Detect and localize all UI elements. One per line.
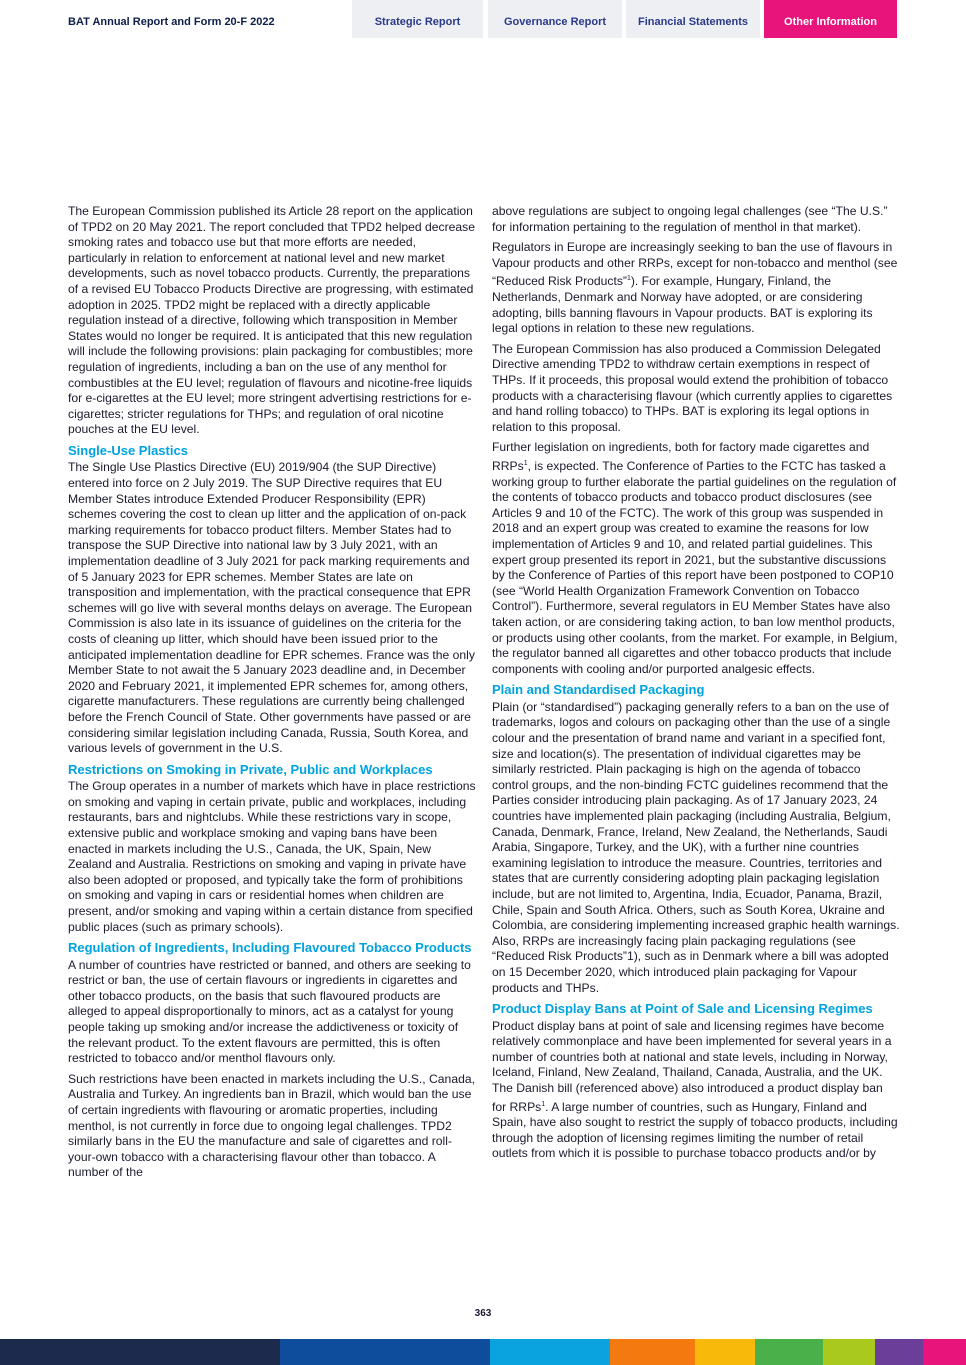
text-segment: ). For example, Hungary, Finland, the Netherlands, Denmark and Norway have adopted, or are considering adopting, bills banning flavours in Vapour products. BAT is exploring its legal options in relation to these new regulations. (492, 274, 873, 336)
report-title: BAT Annual Report and Form 20-F 2022 (68, 16, 275, 28)
paragraph-further-legislation (492, 440, 900, 677)
paragraph-sup-directive: The Single Use Plastics Directive (EU) 2019/904 (the SUP Directive) entered into force on 2 July 2019. The SUP Directive requires that EU Member States introduce Extended Producer Responsibility (EPR) schemes covering the cost to clean up litter and the application of on-pack marking requirements for tobacco product filters. Member States had to transpose the SUP Directive into national law by 3 July 2021, with an implementation deadline of 3 July 2021 for pack marking requirements and of 5 January 2023 for EPR schemes. Member States are late on transposition and implementation, with the practical consequence that EPR schemes will go live with several months delays on average. The European Commission is also late in its issuance of guidelines on the criteria for the costs of cleaning up litter, which should have been issued prior to the anticipated implementation deadline for EPR schemes. France was the only Member State to not await the 5 January 2023 deadline and, in December 2020 and February 2021, it implemented EPR schemes for, among others, cigarette manufacturers. These regulations are currently being challenged before the French Council of State. Other governments have passed or are considering similar legislation including Canada, Russia, South Korea, and various levels of government in the U.S. (68, 460, 475, 756)
color-segment (695, 1339, 755, 1365)
footer-color-bar (0, 1339, 966, 1365)
right-column (492, 204, 900, 1167)
tab-other-information[interactable]: Other Information (764, 0, 897, 38)
paragraph-plain-packaging: Plain (or “standardised”) packaging generally refers to a ban on the use of trademarks, logos and colours on packaging other than the use of a single colour and the presentation of brand name and variant in a specified font, size and location(s). The presentation of individual cigarettes may be similarly restricted. Plain packaging is high on the agenda of tobacco control groups, and the non-binding FCTC guidelines recommend that the Parties consider introducing plain packaging. As of 17 January 2023, 24 countries have implemented plain packaging (including Australia, Belgium, Canada, Denmark, France, Ireland, New Zealand, the Netherlands, Saudi Arabia, Singapore, Turkey, and the UK), with a further nine countries examining legislation to introduce the measure. Countries, territories and states that are currently considering adopting plain packaging legislation include, but are not limited to, Argentina, India, Ecuador, Panama, Brazil, Chile, Spain and South Africa. Others, such as South Korea, Ukraine and Colombia, are considering implementing increased graphic health warnings. Also, RRPs are increasingly facing plain packaging regulations (see “Reduced Risk Products”1), such as in Denmark where a bill was adopted on 15 December 2020, which introduced plain packaging for Vapour products and THPs. (492, 699, 900, 995)
heading-ingredients-regulation: Regulation of Ingredients, Including Flavoured Tobacco Products (68, 940, 472, 956)
footnote-marker: 1 (523, 459, 528, 467)
text-segment: Product display bans at point of sale and licensing regimes have become relatively commonplace and have been implemented for several years in a number of countries both at national and state levels, including in Norway, Iceland, Finland, New Zealand, Thailand, Canada, Australia, and the UK. The Danish bill (referenced above) also introduced a product display ban for RRPs (492, 1018, 892, 1114)
color-segment (0, 1339, 280, 1365)
tab-strategic-report[interactable]: Strategic Report (352, 0, 483, 38)
paragraph-tpd2-report: The European Commission published its Article 28 report on the application of TPD2 on 20 May 2021. The report concluded that TPD2 helped decrease smoking rates and tobacco use but that more efforts are needed, particularly in relation to enforcement at national level and new market developments, such as novel tobacco products. Currently, the preparations of a revised EU Tobacco Products Directive are progressing, with estimated adoption in 2025. TPD2 might be replaced with a directly applicable regulation instead of a directive, following which transposition in Member States would no longer be required. It is anticipated that this new regulation will include the following provisions: plain packaging for combustibles; more regulation of ingredients, including a ban on the use of any menthol for combustibles at the EU level; regulation of flavours and nicotine-free liquids for e-cigarettes at the EU level; more stringent advertising restrictions for e-cigarettes; stricter regulations for THPs; and regulation of oral nicotine pouches at the EU level. (68, 204, 475, 437)
tab-governance-report[interactable]: Governance Report (488, 0, 622, 38)
color-segment (610, 1339, 695, 1365)
paragraph-smoking-restrictions: The Group operates in a number of markets which have in place restrictions on smoking and vaping in certain private, public and workplaces, including restaurants, bars and nightclubs. While these restrictions vary in scope, extensive public and workplace smoking and vaping bans have been enacted in markets including the U.S., Canada, the UK, Spain, New Zealand and Australia. Restrictions on smoking and vaping in private have also been adopted or proposed, and typically take the form of prohibitions on smoking and vaping in cars or residential homes when children are present, and/or smoking and vaping within a certain distance from specified public places (such as primary schools). (68, 779, 476, 934)
color-segment (755, 1339, 823, 1365)
report-header (0, 0, 966, 38)
color-segment (923, 1339, 966, 1365)
heading-plain-packaging: Plain and Standardised Packaging (492, 682, 705, 698)
text-segment: Further legislation on ingredients, both for factory made cigarettes and RRPs (492, 440, 870, 473)
paragraph-ingredients-1: A number of countries have restricted or banned, and others are seeking to restrict or ban, the use of certain flavours or ingredients in cigarettes and other tobacco products, on the basis that such flavoured products are alleged to appeal disproportionally to minors, act as a catalyst for young people taking up smoking and/or increase the addictiveness or toxicity of the relevant product. To the extent flavours are permitted, this is often restricted to tobacco and/or menthol flavours only. (68, 957, 471, 1066)
color-segment (875, 1339, 923, 1365)
heading-single-use-plastics: Single-Use Plastics (68, 442, 188, 458)
heading-display-bans: Product Display Bans at Point of Sale and Licensing Regimes (492, 1001, 873, 1017)
heading-smoking-restrictions: Restrictions on Smoking in Private, Public and Workplaces (68, 761, 433, 777)
paragraph-vapour-flavours (492, 240, 900, 337)
paragraph-legal-challenges: above regulations are subject to ongoing legal challenges (see “The U.S.” for information pertaining to the regulation of menthol in that market). (492, 204, 888, 234)
paragraph-display-bans (492, 1019, 900, 1162)
text-segment: Regulators in Europe are increasingly seeking to ban the use of flavours in Vapour products and other RRPs, except for non-tobacco and menthol (see “Reduced Risk Products” (492, 240, 898, 289)
footnote-marker: 1 (626, 275, 631, 283)
text-segment: . A large number of countries, such as Hungary, Finland and Spain, have also sought to restrict the supply of tobacco products, including through the adoption of licensing regimes limiting the number of retail outlets from which it is possible to purchase tobacco products and/or by (492, 1099, 898, 1161)
color-segment (280, 1339, 490, 1365)
left-column (68, 204, 476, 1186)
color-segment (823, 1339, 875, 1365)
paragraph-delegated-directive: The European Commission has also produced a Commission Delegated Directive amending TPD2 to withdraw certain exemptions in respect of THPs. If it proceeds, this proposal would extend the prohibition of tobacco products with a characterising flavour (which currently applies to cigarettes and hand rolling tobacco) to THPs. BAT is exploring its legal options in relation to this proposal. (492, 341, 893, 434)
color-segment (490, 1339, 610, 1365)
paragraph-ingredients-2: Such restrictions have been enacted in markets including the U.S., Canada, Australia and Turkey. An ingredients ban in Brazil, which would ban the use of certain ingredients with flavouring or aromatic properties, including menthol, is not currently in force due to ongoing legal challenges. TPD2 similarly bans in the EU the manufacture and sale of cigarettes and roll-your-own tobacco with a characterising flavour other than tobacco. A number of the (68, 1071, 475, 1180)
footnote-marker: 1 (541, 1100, 546, 1108)
page-number: 363 (474, 1308, 492, 1319)
text-segment: , is expected. The Conference of Parties to the FCTC has tasked a working group to further elaborate the partial guidelines on the regulation of the contents of tobacco products and tobacco product disclosures (see Articles 9 and 10 of the FCTC). The work of this group was suspended in 2018 and an expert group was created to examine the reasons for low implementation of Articles 9 and 10, and related partial guidelines. This expert group presented its report in 2021, but the substantive discussions by the Conference of Parties of this report have been postponed to COP10 (see “World Health Organization Framework Convention on Tobacco Control”). Furthermore, several regulators in EU Member States have also taken action, or are considering taking action, to ban low menthol products, or products using other coolants, from the market. For example, in Belgium, the regulator banned all cigarettes and other tobacco products that include components with cooling and/or purported analgesic effects. (492, 459, 898, 676)
tab-financial-statements[interactable]: Financial Statements (626, 0, 760, 38)
